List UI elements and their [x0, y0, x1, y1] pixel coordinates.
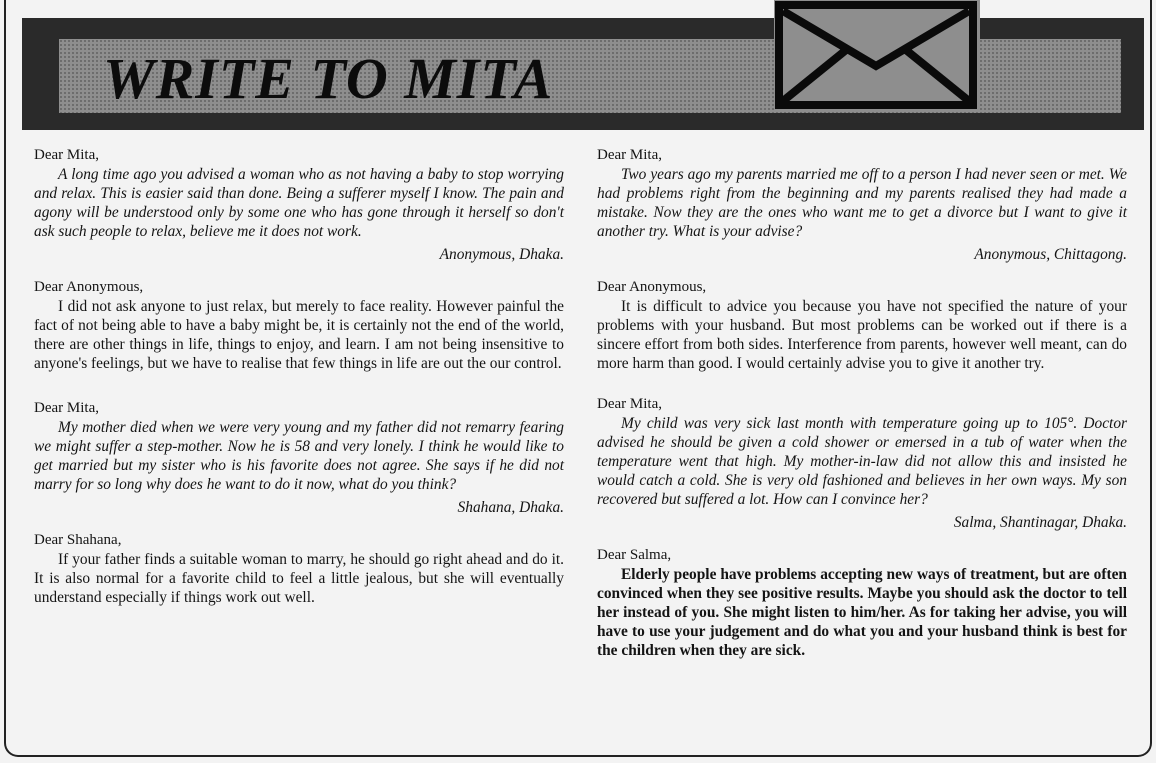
reply-salutation: Dear Shahana,	[34, 532, 122, 548]
letter-block	[597, 395, 1127, 532]
letter-body: Two years ago my parents married me off to a person I had never seen or met. We had problems right from the beginning and my parents realised they had made a mistake. Now they are the ones who want me to get a divorce but I want to give it another try. What is your advise?	[597, 166, 1127, 240]
letter-salutation: Dear Mita,	[597, 396, 662, 412]
reply-block	[597, 546, 1127, 660]
letter-salutation: Dear Mita,	[34, 147, 99, 163]
reply-body: It is difficult to advice you because you have not specified the nature of your problems with your husband. But most problems can be worked out if there is a sincere effort from both sides. Interference from parents, however well meant, can do more harm than good. I would certainly advise you to give it another try.	[597, 298, 1127, 372]
letter-block	[34, 399, 564, 517]
letter-signature: Salma, Shantinagar, Dhaka.	[953, 514, 1127, 531]
reply-body: If your father finds a suitable woman to marry, he should go right ahead and do it. It is also normal for a favorite child to feel a little jealous, but she will eventually understand especially if things work out well.	[34, 551, 564, 606]
page-title: WRITE TO MITA	[103, 46, 554, 111]
left-column	[34, 146, 564, 629]
letter-body: A long time ago you advised a woman who as not having a baby to stop worrying and relax. This is easier said than done. Being a sufferer myself I know. The pain and agony will be understood only by some one who has gone through it herself so don't ask such people to relax, believe me it does not work.	[34, 166, 564, 240]
reply-salutation: Dear Anonymous,	[597, 279, 707, 295]
letter-body: My mother died when we were very young and my father did not remarry fearing we might suffer a step-mother. Now he is 58 and very lonely. I think he would like to get married but my sister who is his favorite does not agree. She says if he did not marry for so long why does he want to do it now, what do you think?	[34, 419, 564, 493]
reply-block	[597, 278, 1127, 373]
letter-salutation: Dear Mita,	[34, 400, 99, 416]
header-banner	[22, 18, 1144, 130]
envelope-icon	[774, 0, 980, 112]
letter-block	[597, 146, 1127, 264]
reply-salutation: Dear Anonymous,	[34, 279, 144, 295]
letter-block	[34, 146, 564, 264]
right-column	[597, 146, 1127, 682]
reply-body: I did not ask anyone to just relax, but merely to face reality. However painful the fact of not being able to have a baby might be, it is certainly not the end of the world, there are other things in life, things to enjoy, and learn. I am not being insensitive to anyone's feelings, but we have to realise that few things in life are out the our control.	[34, 298, 564, 372]
letter-signature: Anonymous, Dhaka.	[439, 246, 564, 263]
reply-body: Elderly people have problems accepting new ways of treatment, but are often convinced when they see positive results. Maybe you should ask the doctor to tell her instead of you. She might listen to him/her. As for taking her advise, you will have to use your judgement and do what you and your husband think is best for the children when they are sick.	[597, 566, 1127, 659]
reply-block	[34, 278, 564, 373]
letter-signature: Anonymous, Chittagong.	[974, 246, 1127, 263]
letter-body: My child was very sick last month with temperature going up to 105°. Doctor advised he should be given a cold shower or emersed in a tub of water when the temperature went that high. My mother-in-law did not allow this and insisted he would catch a cold. She is very old fashioned and believes in her own ways. My son recovered but suffered a lot. How can I convince her?	[597, 415, 1127, 508]
reply-salutation: Dear Salma,	[597, 547, 672, 563]
letter-signature: Shahana, Dhaka.	[457, 499, 564, 516]
reply-block	[34, 531, 564, 607]
letter-salutation: Dear Mita,	[597, 147, 662, 163]
